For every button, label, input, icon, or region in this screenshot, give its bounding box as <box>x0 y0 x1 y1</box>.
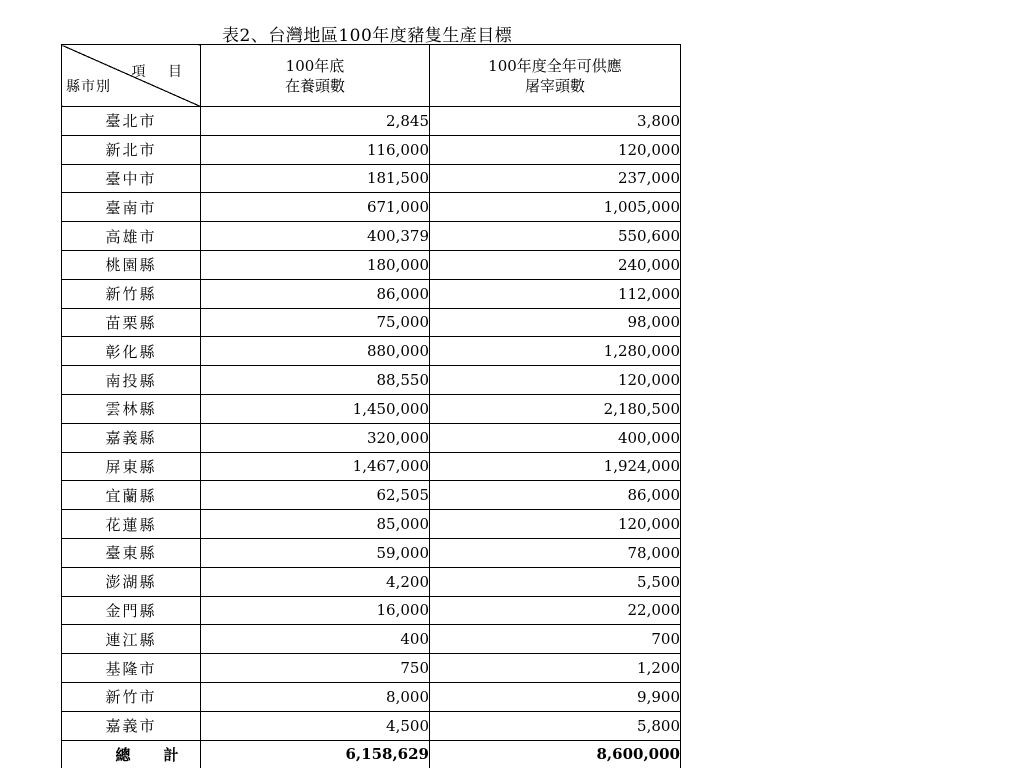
supply-cell: 1,924,000 <box>430 452 681 481</box>
table-row <box>62 250 681 279</box>
stock-cell: 59,000 <box>201 538 430 567</box>
table-row <box>62 164 681 193</box>
table-row <box>62 538 681 567</box>
table-row <box>62 222 681 251</box>
supply-cell: 1,200 <box>430 654 681 683</box>
pig-production-table <box>61 44 681 768</box>
supply-cell: 98,000 <box>430 308 681 337</box>
total-row <box>62 740 681 768</box>
stock-cell: 400 <box>201 625 430 654</box>
table-row <box>62 567 681 596</box>
column-header-supply <box>430 45 681 107</box>
county-cell: 嘉義市 <box>62 711 201 740</box>
county-cell: 澎湖縣 <box>62 567 201 596</box>
county-cell: 花蓮縣 <box>62 510 201 539</box>
county-cell: 金門縣 <box>62 596 201 625</box>
total-label-first: 總 <box>115 745 133 764</box>
stock-cell: 2,845 <box>201 107 430 136</box>
column-header-stock-line2: 在養頭數 <box>284 76 345 95</box>
column-header-stock-line1: 100年底 <box>285 56 345 75</box>
corner-header-cell <box>62 45 201 107</box>
table-row <box>62 510 681 539</box>
stock-cell: 8,000 <box>201 682 430 711</box>
stock-cell: 750 <box>201 654 430 683</box>
table-row <box>62 279 681 308</box>
stock-cell: 88,550 <box>201 366 430 395</box>
column-header-supply-line1: 100年度全年可供應 <box>488 56 622 75</box>
column-header-stock <box>201 45 430 107</box>
stock-cell: 16,000 <box>201 596 430 625</box>
supply-cell: 237,000 <box>430 164 681 193</box>
supply-cell: 120,000 <box>430 135 681 164</box>
supply-cell: 3,800 <box>430 107 681 136</box>
total-label-second: 計 <box>163 745 181 764</box>
corner-county-label: 縣市別 <box>66 79 111 95</box>
table-row <box>62 625 681 654</box>
table-row <box>62 366 681 395</box>
stock-cell: 4,500 <box>201 711 430 740</box>
supply-cell: 22,000 <box>430 596 681 625</box>
county-cell: 基隆市 <box>62 654 201 683</box>
county-cell: 臺東縣 <box>62 538 201 567</box>
stock-cell: 75,000 <box>201 308 430 337</box>
stock-cell: 181,500 <box>201 164 430 193</box>
table-row <box>62 135 681 164</box>
supply-cell: 86,000 <box>430 481 681 510</box>
stock-cell: 62,505 <box>201 481 430 510</box>
supply-cell: 5,500 <box>430 567 681 596</box>
county-cell: 苗栗縣 <box>62 308 201 337</box>
county-cell: 臺中市 <box>62 164 201 193</box>
table-title: 表2、台灣地區100年度豬隻生產目標 <box>222 26 513 46</box>
county-cell: 臺北市 <box>62 107 201 136</box>
stock-cell: 671,000 <box>201 193 430 222</box>
county-cell: 南投縣 <box>62 366 201 395</box>
total-supply-cell: 8,600,000 <box>430 740 681 768</box>
county-cell: 桃園縣 <box>62 250 201 279</box>
county-cell: 新竹市 <box>62 682 201 711</box>
table-row <box>62 394 681 423</box>
stock-cell: 880,000 <box>201 337 430 366</box>
header-row <box>62 45 681 107</box>
column-header-supply-line2: 屠宰頭數 <box>524 76 585 95</box>
stock-cell: 320,000 <box>201 423 430 452</box>
county-cell: 高雄市 <box>62 222 201 251</box>
table-row <box>62 107 681 136</box>
total-label-cell <box>62 740 201 768</box>
table-row <box>62 596 681 625</box>
table-row <box>62 682 681 711</box>
supply-cell: 1,280,000 <box>430 337 681 366</box>
stock-cell: 400,379 <box>201 222 430 251</box>
county-cell: 嘉義縣 <box>62 423 201 452</box>
supply-cell: 112,000 <box>430 279 681 308</box>
table-row <box>62 711 681 740</box>
supply-cell: 700 <box>430 625 681 654</box>
county-cell: 宜蘭縣 <box>62 481 201 510</box>
county-cell: 新北市 <box>62 135 201 164</box>
supply-cell: 78,000 <box>430 538 681 567</box>
table-row <box>62 337 681 366</box>
stock-cell: 180,000 <box>201 250 430 279</box>
county-cell: 彰化縣 <box>62 337 201 366</box>
stock-cell: 4,200 <box>201 567 430 596</box>
supply-cell: 550,600 <box>430 222 681 251</box>
county-cell: 雲林縣 <box>62 394 201 423</box>
stock-cell: 85,000 <box>201 510 430 539</box>
county-cell: 連江縣 <box>62 625 201 654</box>
supply-cell: 1,005,000 <box>430 193 681 222</box>
stock-cell: 1,450,000 <box>201 394 430 423</box>
supply-cell: 240,000 <box>430 250 681 279</box>
table-row <box>62 452 681 481</box>
table-row <box>62 654 681 683</box>
table-row <box>62 308 681 337</box>
supply-cell: 2,180,500 <box>430 394 681 423</box>
table-row <box>62 423 681 452</box>
supply-cell: 120,000 <box>430 510 681 539</box>
table-row <box>62 481 681 510</box>
corner-item-label: 項 目 <box>131 64 182 80</box>
supply-cell: 5,800 <box>430 711 681 740</box>
supply-cell: 120,000 <box>430 366 681 395</box>
stock-cell: 86,000 <box>201 279 430 308</box>
table-row <box>62 193 681 222</box>
stock-cell: 116,000 <box>201 135 430 164</box>
supply-cell: 400,000 <box>430 423 681 452</box>
stock-cell: 1,467,000 <box>201 452 430 481</box>
county-cell: 臺南市 <box>62 193 201 222</box>
county-cell: 新竹縣 <box>62 279 201 308</box>
total-stock-cell: 6,158,629 <box>201 740 430 768</box>
county-cell: 屏東縣 <box>62 452 201 481</box>
supply-cell: 9,900 <box>430 682 681 711</box>
